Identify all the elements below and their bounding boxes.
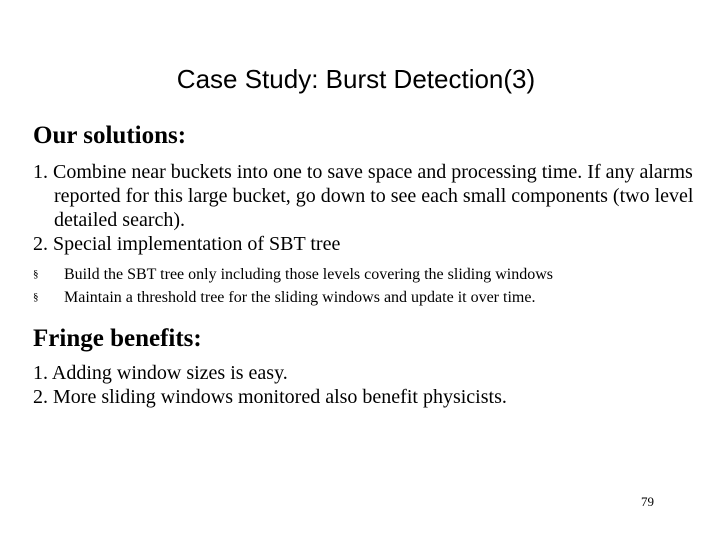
solution-item-2: 2. Special implementation of SBT tree [33, 233, 341, 255]
solutions-list [33, 160, 703, 256]
bullet-marker-icon: § [33, 291, 39, 303]
fringe-benefits-heading: Fringe benefits: [33, 325, 202, 352]
bullet-item [33, 263, 703, 286]
page-number: 79 [641, 494, 654, 509]
slide-content [33, 118, 703, 409]
fringe-benefits-list [33, 361, 703, 409]
fringe-item-1: 1. Adding window sizes is easy. [33, 362, 288, 384]
fringe-item-2: 2. More sliding windows monitored also benefit physicists. [33, 386, 507, 408]
bullet-text: Maintain a threshold tree for the sliding windows and update it over time. [64, 289, 536, 306]
bullet-item [33, 286, 703, 309]
bullet-marker-icon: § [33, 268, 39, 280]
slide-title: Case Study: Burst Detection(3) [176, 64, 536, 94]
bullet-text: Build the SBT tree only including those levels covering the sliding windows [64, 266, 553, 283]
sbt-bullet-list [33, 263, 703, 309]
solution-item-1: 1. Combine near buckets into one to save space and processing time. If any alarms reported for this large bucket, go down to see each small components (two level detailed search). [33, 161, 694, 231]
solutions-heading: Our solutions: [33, 122, 187, 149]
